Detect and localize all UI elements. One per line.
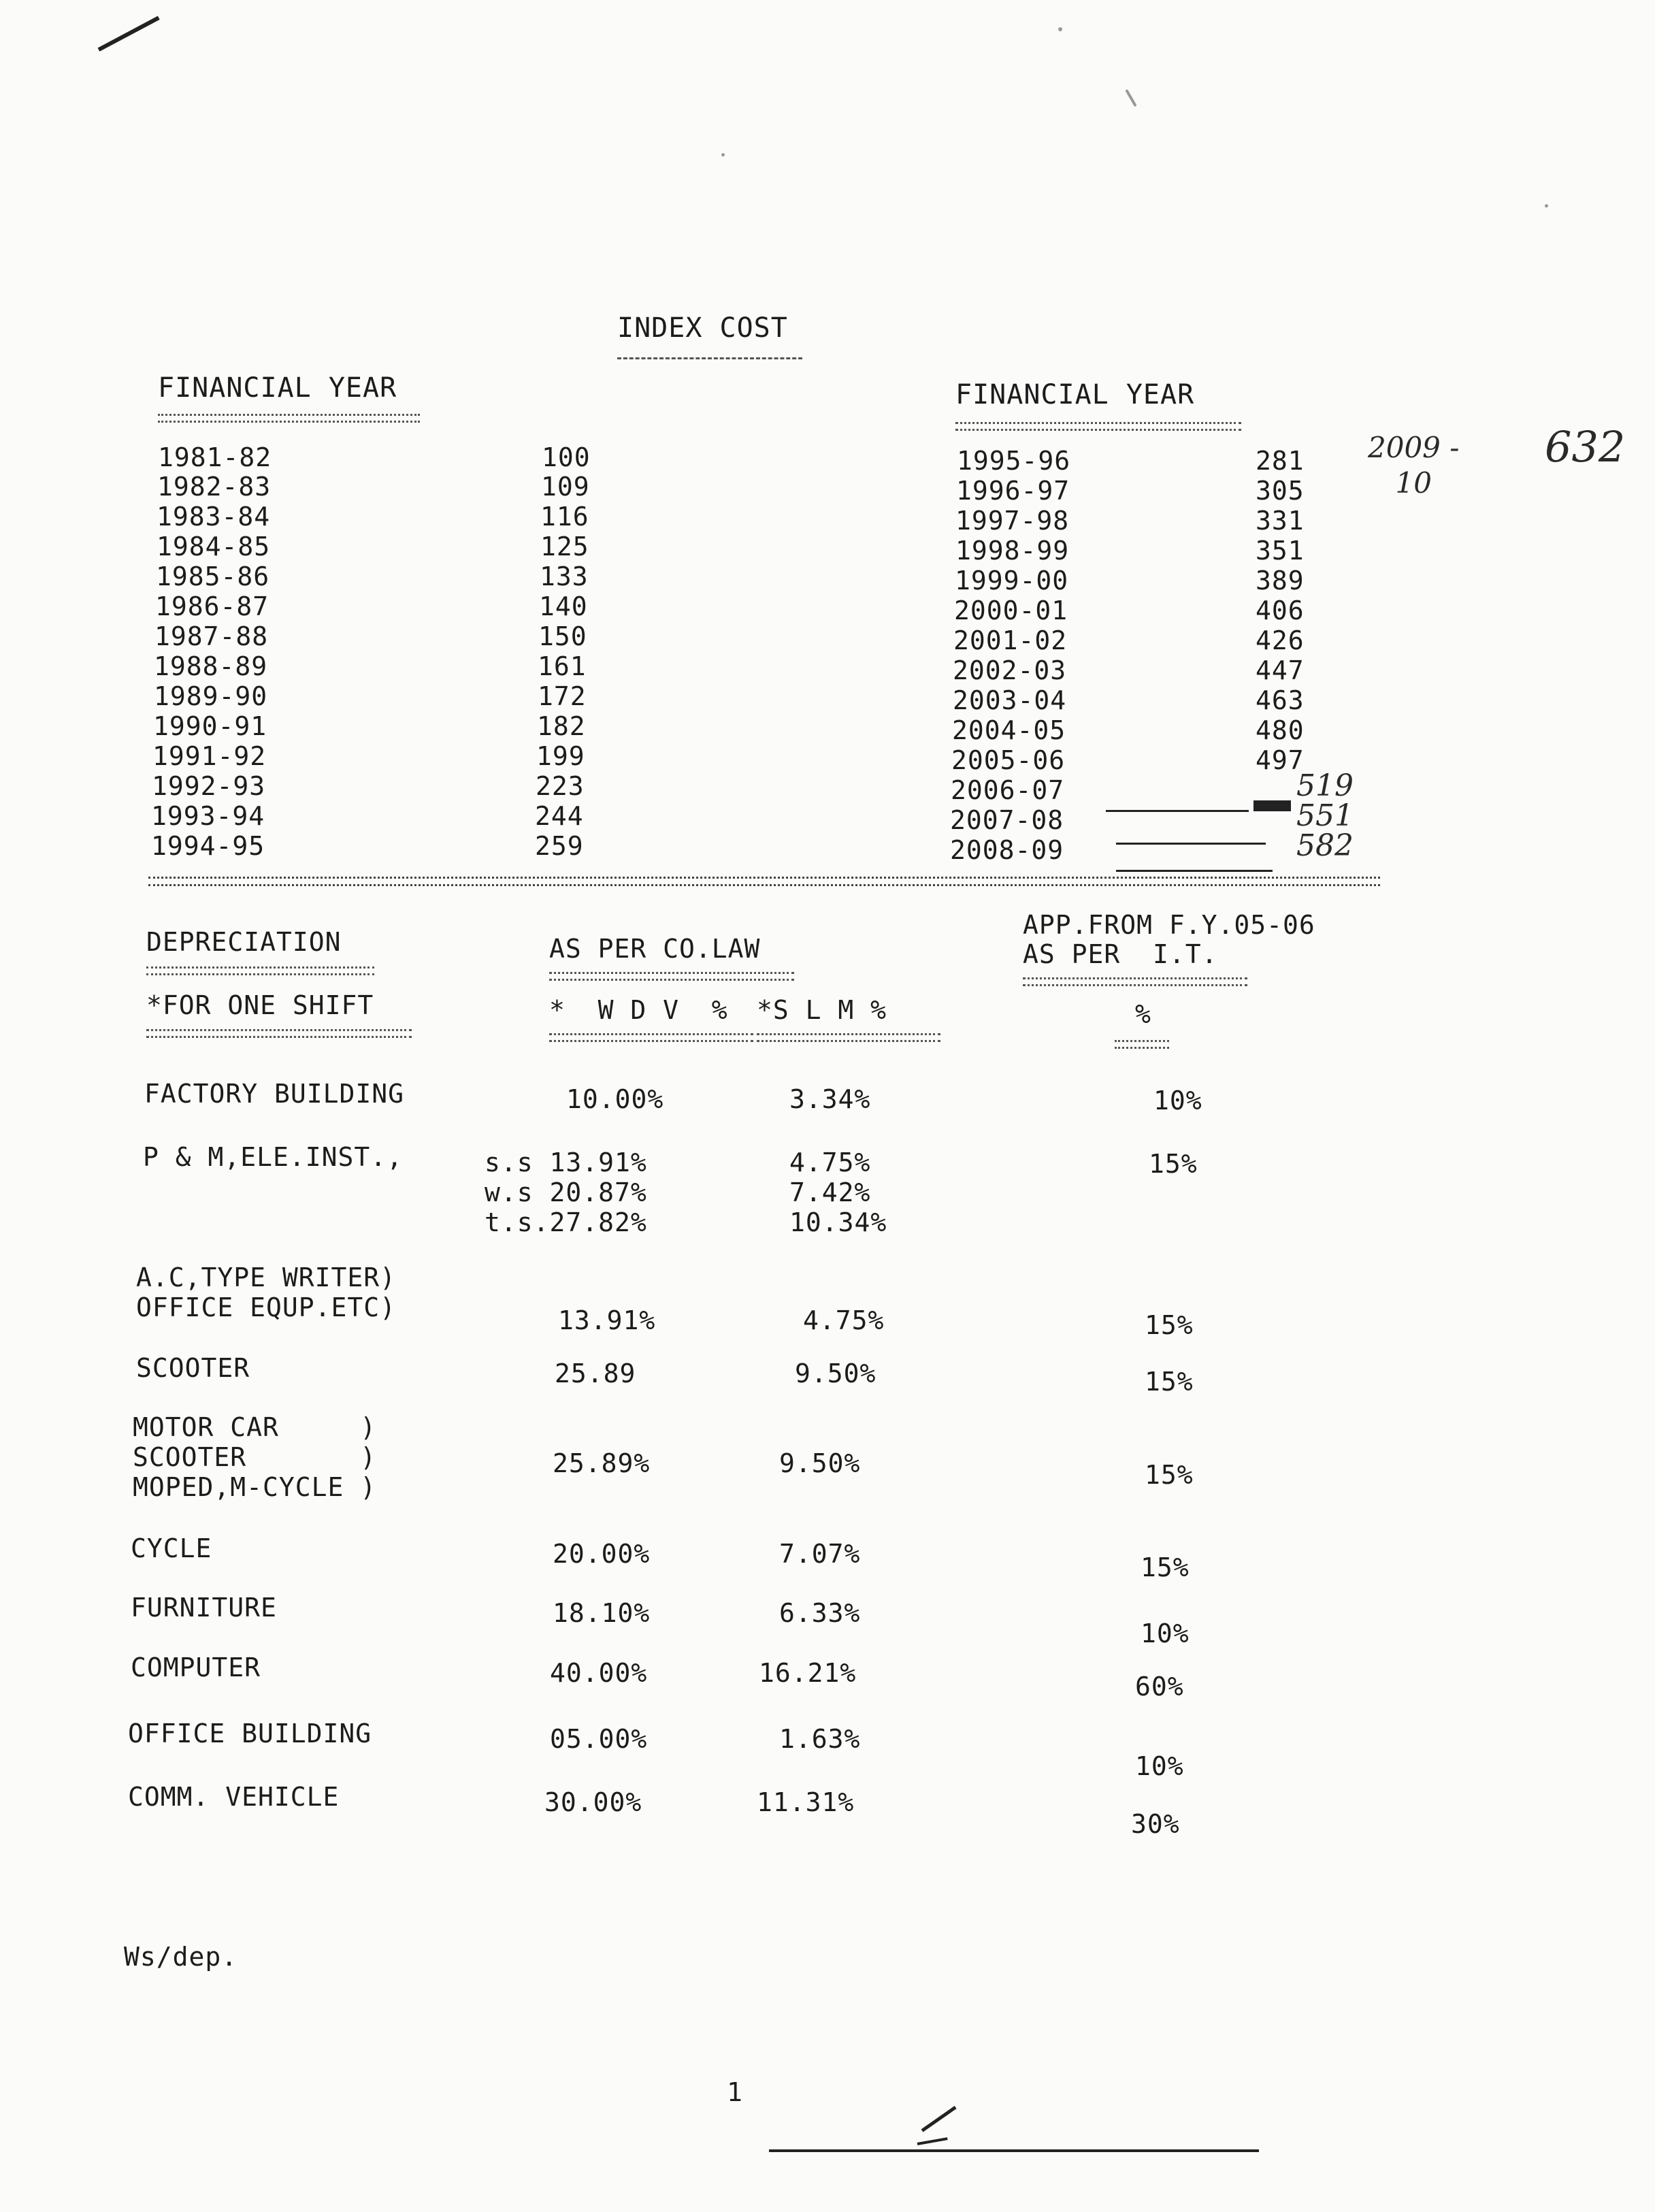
income-tax-underline bbox=[1023, 977, 1247, 986]
index-value: 125 bbox=[540, 532, 589, 562]
asset-name: FURNITURE bbox=[131, 1593, 277, 1623]
asset-name: P & M,ELE.INST., bbox=[143, 1142, 404, 1172]
wdv-rate: 13.91% bbox=[558, 1305, 656, 1335]
income-tax-header-line1: APP.FROM F.Y.05-06 bbox=[1023, 910, 1315, 940]
index-value: 582 bbox=[1296, 828, 1354, 863]
slm-rate: 6.33% bbox=[779, 1598, 861, 1628]
asset-name: FACTORY BUILDING bbox=[144, 1079, 405, 1109]
index-value: 351 bbox=[1256, 536, 1305, 566]
index-year: 1991-92 bbox=[152, 741, 267, 771]
income-tax-rate: 15% bbox=[1149, 1149, 1198, 1179]
wdv-rate: s.s 13.91% w.s 20.87% t.s.27.82% bbox=[485, 1148, 647, 1237]
index-value: 244 bbox=[535, 801, 584, 831]
slm-rate: 11.31% bbox=[757, 1787, 855, 1817]
entry-line-2008-09 bbox=[1116, 870, 1273, 872]
page-number: 1 bbox=[727, 2077, 743, 2107]
pen-scratch bbox=[98, 16, 160, 51]
index-year: 1982-83 bbox=[157, 472, 272, 502]
index-value: 281 bbox=[1256, 446, 1305, 476]
wdv-rate: 05.00% bbox=[550, 1724, 648, 1754]
index-year: 2008-09 bbox=[950, 835, 1064, 865]
income-tax-rate: 15% bbox=[1141, 1552, 1190, 1582]
wdv-rate: 10.00% bbox=[566, 1084, 664, 1114]
asset-name: A.C,TYPE WRITER) OFFICE EQUP.ETC) bbox=[136, 1263, 397, 1322]
index-year: 1989-90 bbox=[154, 681, 268, 711]
signature-mark bbox=[917, 2137, 948, 2145]
slm-rate: 7.07% bbox=[779, 1539, 861, 1569]
scan-speck bbox=[721, 153, 725, 157]
index-year: 1995-96 bbox=[957, 446, 1071, 476]
title-underline bbox=[617, 357, 802, 362]
index-year: 1987-88 bbox=[154, 621, 269, 651]
index-value: 305 bbox=[1256, 476, 1305, 506]
index-value: 199 bbox=[536, 741, 585, 771]
index-year: 1983-84 bbox=[157, 502, 271, 532]
index-value: 223 bbox=[536, 771, 585, 801]
index-year: 1981-82 bbox=[158, 442, 272, 472]
it-percent-subheader: % bbox=[1135, 999, 1151, 1029]
wdv-rate: 25.89% bbox=[553, 1448, 651, 1478]
index-year: 2006-07 bbox=[951, 775, 1065, 805]
wdv-rate: 18.10% bbox=[553, 1598, 651, 1628]
company-law-underline bbox=[549, 972, 794, 981]
index-value: 259 bbox=[535, 831, 584, 861]
index-value: 109 bbox=[541, 472, 590, 502]
asset-name: COMM. VEHICLE bbox=[128, 1782, 340, 1812]
slm-rate: 4.75% 7.42% 10.34% bbox=[789, 1148, 887, 1237]
section-separator bbox=[148, 877, 1380, 886]
asset-name: CYCLE bbox=[131, 1533, 212, 1563]
signature-line bbox=[769, 2149, 1259, 2152]
index-value: 447 bbox=[1256, 655, 1305, 685]
index-year: 1984-85 bbox=[157, 532, 271, 562]
one-shift-underline bbox=[146, 1029, 412, 1038]
footer-reference: Ws/dep. bbox=[124, 1942, 238, 1972]
index-value: 463 bbox=[1256, 685, 1305, 715]
index-value: 182 bbox=[537, 711, 586, 741]
index-year: 1992-93 bbox=[152, 771, 266, 801]
income-tax-rate: 15% bbox=[1145, 1460, 1194, 1490]
scan-speck bbox=[1125, 89, 1136, 107]
wdv-rate: 30.00% bbox=[544, 1787, 642, 1817]
index-value: 140 bbox=[539, 591, 588, 621]
depreciation-header: DEPRECIATION bbox=[146, 927, 342, 957]
slm-underline bbox=[757, 1033, 940, 1042]
index-value: 389 bbox=[1256, 566, 1305, 596]
index-value: 150 bbox=[538, 621, 587, 651]
slm-rate: 9.50% bbox=[779, 1448, 861, 1478]
handwritten-value-note: 632 bbox=[1545, 422, 1626, 472]
index-value: 161 bbox=[538, 651, 587, 681]
index-value: 497 bbox=[1256, 745, 1305, 775]
slm-rate: 1.63% bbox=[779, 1724, 861, 1754]
company-law-header: AS PER CO.LAW bbox=[549, 934, 761, 964]
financial-year-header-left: FINANCIAL YEAR bbox=[158, 372, 397, 404]
income-tax-rate: 10% bbox=[1135, 1751, 1184, 1781]
wdv-rate: 40.00% bbox=[550, 1658, 648, 1688]
index-value: 172 bbox=[538, 681, 587, 711]
index-year: 1990-91 bbox=[153, 711, 267, 741]
index-value: 116 bbox=[540, 502, 589, 532]
income-tax-rate: 10% bbox=[1153, 1086, 1202, 1116]
index-year: 2002-03 bbox=[953, 655, 1067, 685]
scan-speck bbox=[1058, 27, 1062, 31]
index-year: 2001-02 bbox=[953, 625, 1068, 655]
asset-name: SCOOTER bbox=[136, 1353, 250, 1383]
header-underline-right bbox=[955, 422, 1241, 431]
one-shift-subheader: *FOR ONE SHIFT bbox=[146, 990, 374, 1020]
index-value: 426 bbox=[1256, 625, 1305, 655]
income-tax-rate: 10% bbox=[1141, 1619, 1190, 1648]
income-tax-header-line2: AS PER I.T. bbox=[1023, 939, 1218, 969]
index-value: 519 bbox=[1296, 768, 1354, 803]
slm-rate: 3.34% bbox=[789, 1084, 871, 1114]
index-value: 551 bbox=[1296, 798, 1354, 833]
depreciation-underline bbox=[146, 966, 374, 975]
strikethrough-mark bbox=[1253, 800, 1291, 811]
entry-line-2006-07 bbox=[1106, 810, 1249, 812]
index-year: 1998-99 bbox=[955, 536, 1070, 566]
index-year: 2003-04 bbox=[953, 685, 1067, 715]
index-year: 2005-06 bbox=[951, 745, 1066, 775]
financial-year-header-right: FINANCIAL YEAR bbox=[955, 379, 1195, 410]
index-year: 1997-98 bbox=[955, 506, 1070, 536]
index-year: 1996-97 bbox=[956, 476, 1070, 506]
asset-name: MOTOR CAR ) SCOOTER ) MOPED,M-CYCLE ) bbox=[133, 1412, 377, 1502]
slm-subheader: *S L M % bbox=[757, 995, 887, 1025]
asset-name: COMPUTER bbox=[131, 1653, 261, 1682]
index-year: 2000-01 bbox=[954, 596, 1068, 625]
scan-speck bbox=[1545, 204, 1548, 208]
index-year: 1993-94 bbox=[151, 801, 265, 831]
asset-name: OFFICE BUILDING bbox=[128, 1719, 372, 1749]
entry-line-2007-08 bbox=[1116, 843, 1266, 845]
index-value: 480 bbox=[1256, 715, 1305, 745]
index-value: 406 bbox=[1256, 596, 1305, 625]
handwritten-year-note: 2009 - 10 bbox=[1368, 431, 1460, 500]
page-title: INDEX COST bbox=[617, 312, 788, 344]
wdv-rate: 25.89 bbox=[555, 1359, 636, 1388]
index-value: 100 bbox=[542, 442, 591, 472]
income-tax-rate: 60% bbox=[1135, 1672, 1184, 1702]
index-year: 1986-87 bbox=[155, 591, 269, 621]
index-year: 1985-86 bbox=[156, 562, 270, 591]
index-year: 1999-00 bbox=[955, 566, 1069, 596]
income-tax-rate: 30% bbox=[1131, 1809, 1180, 1839]
index-year: 2007-08 bbox=[950, 805, 1064, 835]
index-value: 133 bbox=[540, 562, 589, 591]
income-tax-rate: 15% bbox=[1145, 1367, 1194, 1397]
wdv-rate: 20.00% bbox=[553, 1539, 651, 1569]
slm-rate: 16.21% bbox=[759, 1658, 857, 1688]
slm-rate: 9.50% bbox=[795, 1359, 876, 1388]
wdv-underline bbox=[549, 1033, 753, 1042]
it-percent-underline bbox=[1115, 1040, 1169, 1049]
index-value: 331 bbox=[1256, 506, 1305, 536]
index-year: 1994-95 bbox=[151, 831, 265, 861]
slm-rate: 4.75% bbox=[803, 1305, 885, 1335]
income-tax-rate: 15% bbox=[1145, 1310, 1194, 1340]
wdv-subheader: * W D V % bbox=[549, 995, 728, 1025]
signature-mark bbox=[921, 2106, 957, 2132]
header-underline-left bbox=[158, 414, 420, 423]
index-year: 1988-89 bbox=[154, 651, 268, 681]
index-year: 2004-05 bbox=[952, 715, 1066, 745]
